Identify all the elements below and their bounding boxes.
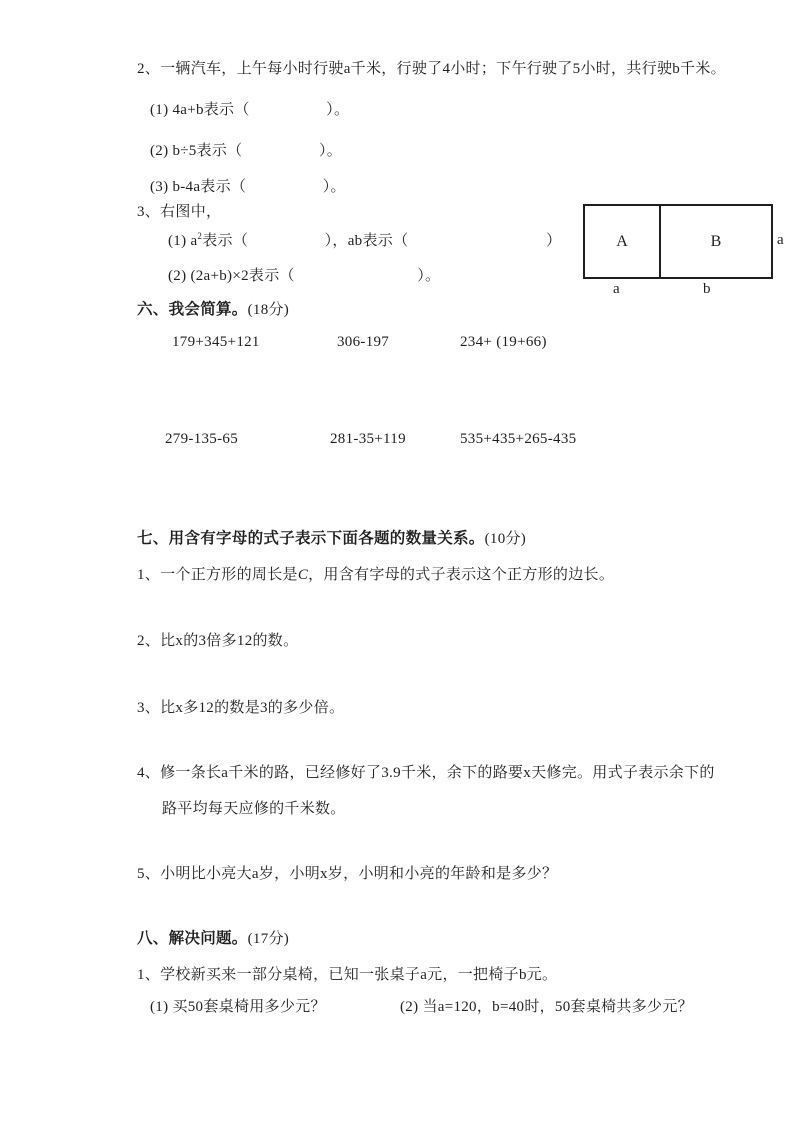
q1-pre: 1、一个正方形的周长是 bbox=[137, 567, 298, 583]
section-8-title: 八、解决问题。 bbox=[137, 930, 248, 947]
section-7-points: (10分) bbox=[484, 531, 527, 547]
question-3-stem: 3、右图中， bbox=[137, 204, 222, 220]
q3-item1-pre: (1) a bbox=[168, 233, 198, 249]
diagram-side-label-a: a bbox=[777, 232, 784, 248]
question-2-stem: 2、一辆汽车，上午每小时行驶a千米，行驶了4小时；下午行驶了5小时，共行驶b千米。 bbox=[137, 61, 726, 77]
section-7-question-1 bbox=[137, 566, 614, 585]
diagram-bottom-label-b: b bbox=[703, 281, 711, 297]
calc-expression-3: 234+ (19+66) bbox=[460, 334, 547, 350]
section-7-question-4-line-2: 路平均每天应修的千米数。 bbox=[162, 801, 346, 817]
section-6-heading bbox=[137, 300, 289, 320]
section-7-question-5: 5、小明比小亮大a岁，小明x岁，小明和小亮的年龄和是多少？ bbox=[137, 866, 558, 882]
q1-post: ，用含有字母的式子表示这个正方形的边长。 bbox=[308, 567, 615, 583]
question-2-item-3: (3) b-4a表示（ ）。 bbox=[150, 179, 346, 195]
question-2-item-1: (1) 4a+b表示（ ）。 bbox=[150, 102, 350, 118]
calc-expression-4: 279-135-65 bbox=[165, 431, 238, 447]
section-7-heading bbox=[137, 529, 526, 549]
exponent-2: 2 bbox=[197, 231, 203, 241]
section-7-question-2: 2、比x的3倍多12的数。 bbox=[137, 633, 299, 649]
diagram-bottom-label-a: a bbox=[613, 281, 620, 297]
section-8-question-1: 1、学校新买来一部分桌椅，已知一张桌子a元，一把椅子b元。 bbox=[137, 967, 558, 983]
section-6-points: (18分) bbox=[247, 302, 290, 318]
calc-expression-1: 179+345+121 bbox=[172, 334, 260, 350]
section-8-points: (17分) bbox=[247, 931, 290, 947]
diagram-region-a: A bbox=[585, 206, 661, 277]
diagram-region-b: B bbox=[710, 232, 722, 250]
section-7-title: 七、用含有字母的式子表示下面各题的数量关系。 bbox=[137, 530, 485, 547]
calc-expression-2: 306-197 bbox=[337, 334, 390, 350]
section-8-heading bbox=[137, 929, 289, 949]
section-7-question-4-line-1: 4、修一条长a千米的路，已经修好了3.9千米，余下的路要x天修完。用式子表示余下的 bbox=[137, 765, 715, 781]
calc-expression-5: 281-35+119 bbox=[330, 431, 406, 447]
question-3-item-1 bbox=[168, 232, 561, 251]
calc-expression-6: 535+435+265-435 bbox=[460, 431, 577, 447]
section-6-title: 六、我会简算。 bbox=[137, 301, 248, 318]
question-3-item-2: (2) (2a+b)×2表示（ ）。 bbox=[168, 268, 441, 284]
rectangle-diagram bbox=[583, 204, 773, 279]
q3-item1-post: 表示（ ），ab表示（ ） bbox=[202, 233, 562, 249]
variable-c: C bbox=[297, 567, 309, 583]
section-7-question-3: 3、比x多12的数是3的多少倍。 bbox=[137, 700, 345, 716]
question-2-item-2: (2) b÷5表示（ ）。 bbox=[150, 143, 343, 159]
section-8-question-1-sub-2: (2) 当a=120，b=40时，50套桌椅共多少元？ bbox=[400, 999, 693, 1015]
section-8-question-1-sub-1: (1) 买50套桌椅用多少元？ bbox=[150, 999, 326, 1015]
